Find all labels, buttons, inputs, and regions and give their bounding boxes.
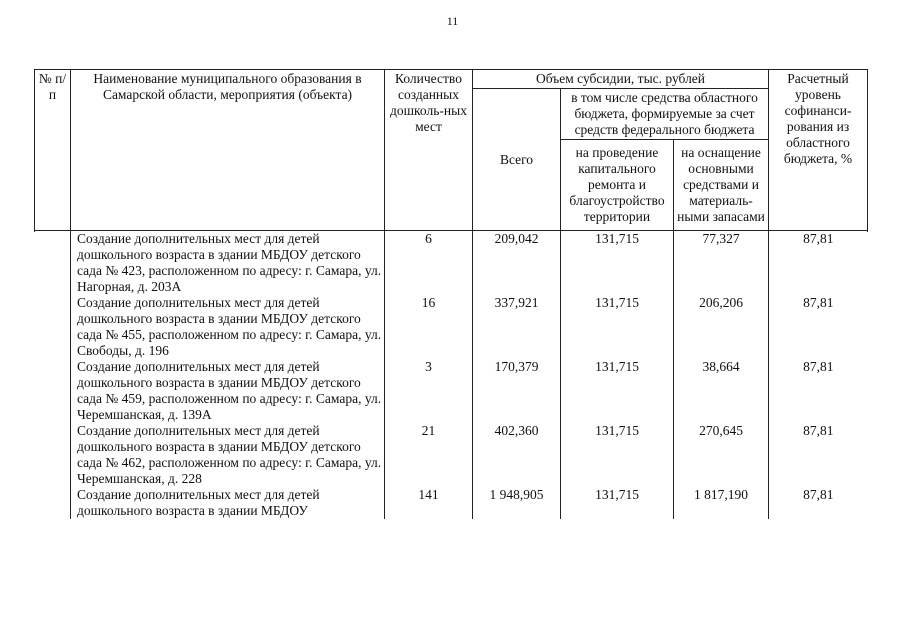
row-total: 209,042: [473, 231, 561, 296]
header-subsidy: Объем субсидии, тыс. рублей: [473, 70, 769, 89]
row-equip: 38,664: [674, 359, 769, 423]
row-repair: 131,715: [561, 359, 674, 423]
row-level: 87,81: [769, 231, 868, 296]
page-number: 11: [446, 14, 459, 28]
table-row: [35, 359, 868, 423]
row-name: Создание дополнительных мест для детей дошкольного возраста в здании МБДОУ детского сада № 423, расположенном по адресу: г. Самара, ул. Нагорная, д. 203А: [71, 231, 385, 296]
row-places: 21: [385, 423, 473, 487]
table-row: [35, 295, 868, 359]
table-row: [35, 423, 868, 487]
row-no: [35, 231, 71, 296]
row-name: Создание дополнительных мест для детей дошкольного возраста в здании МБДОУ детского сада № 459, расположенном по адресу: г. Самара, ул. Черемшанская, д. 139А: [71, 359, 385, 423]
row-equip: 1 817,190: [674, 487, 769, 519]
row-equip: 77,327: [674, 231, 769, 296]
header-name: Наименование муниципального образования в Самарской области, мероприятия (объекта): [71, 70, 385, 231]
row-repair: 131,715: [561, 423, 674, 487]
header-no: № п/п: [35, 70, 71, 231]
table-row: [35, 487, 868, 519]
row-no: [35, 487, 71, 519]
table-body: [35, 231, 868, 520]
header-repair: на проведение капитального ремонта и благоустройство территории: [561, 140, 674, 231]
row-places: 3: [385, 359, 473, 423]
row-repair: 131,715: [561, 295, 674, 359]
row-places: 141: [385, 487, 473, 519]
row-total: 337,921: [473, 295, 561, 359]
row-repair: 131,715: [561, 231, 674, 296]
row-no: [35, 423, 71, 487]
row-total: 1 948,905: [473, 487, 561, 519]
row-repair: 131,715: [561, 487, 674, 519]
header-row-1: [35, 70, 868, 89]
header-total: Всего: [473, 89, 561, 231]
row-level: 87,81: [769, 359, 868, 423]
row-level: 87,81: [769, 423, 868, 487]
header-places: Количество созданных дошколь-ных мест: [385, 70, 473, 231]
row-no: [35, 359, 71, 423]
row-name: Создание дополнительных мест для детей дошкольного возраста в здании МБДОУ: [71, 487, 385, 519]
header-level: Расчетный уровень софинанси-рования из областного бюджета, %: [769, 70, 868, 231]
row-total: 402,360: [473, 423, 561, 487]
header-incl: в том числе средства областного бюджета, формируемые за счет средств федерального бюджета: [561, 89, 769, 140]
row-total: 170,379: [473, 359, 561, 423]
row-level: 87,81: [769, 487, 868, 519]
row-places: 16: [385, 295, 473, 359]
row-level: 87,81: [769, 295, 868, 359]
row-name: Создание дополнительных мест для детей дошкольного возраста в здании МБДОУ детского сада № 455, расположенном по адресу: г. Самара, ул. Свободы, д. 196: [71, 295, 385, 359]
row-equip: 270,645: [674, 423, 769, 487]
subsidy-table: [34, 69, 868, 519]
row-no: [35, 295, 71, 359]
row-name: Создание дополнительных мест для детей дошкольного возраста в здании МБДОУ детского сада № 462, расположенном по адресу: г. Самара, ул. Черемшанская, д. 228: [71, 423, 385, 487]
row-equip: 206,206: [674, 295, 769, 359]
table-row: [35, 231, 868, 296]
header-equip: на оснащение основными средствами и материаль-ными запасами: [674, 140, 769, 231]
row-places: 6: [385, 231, 473, 296]
